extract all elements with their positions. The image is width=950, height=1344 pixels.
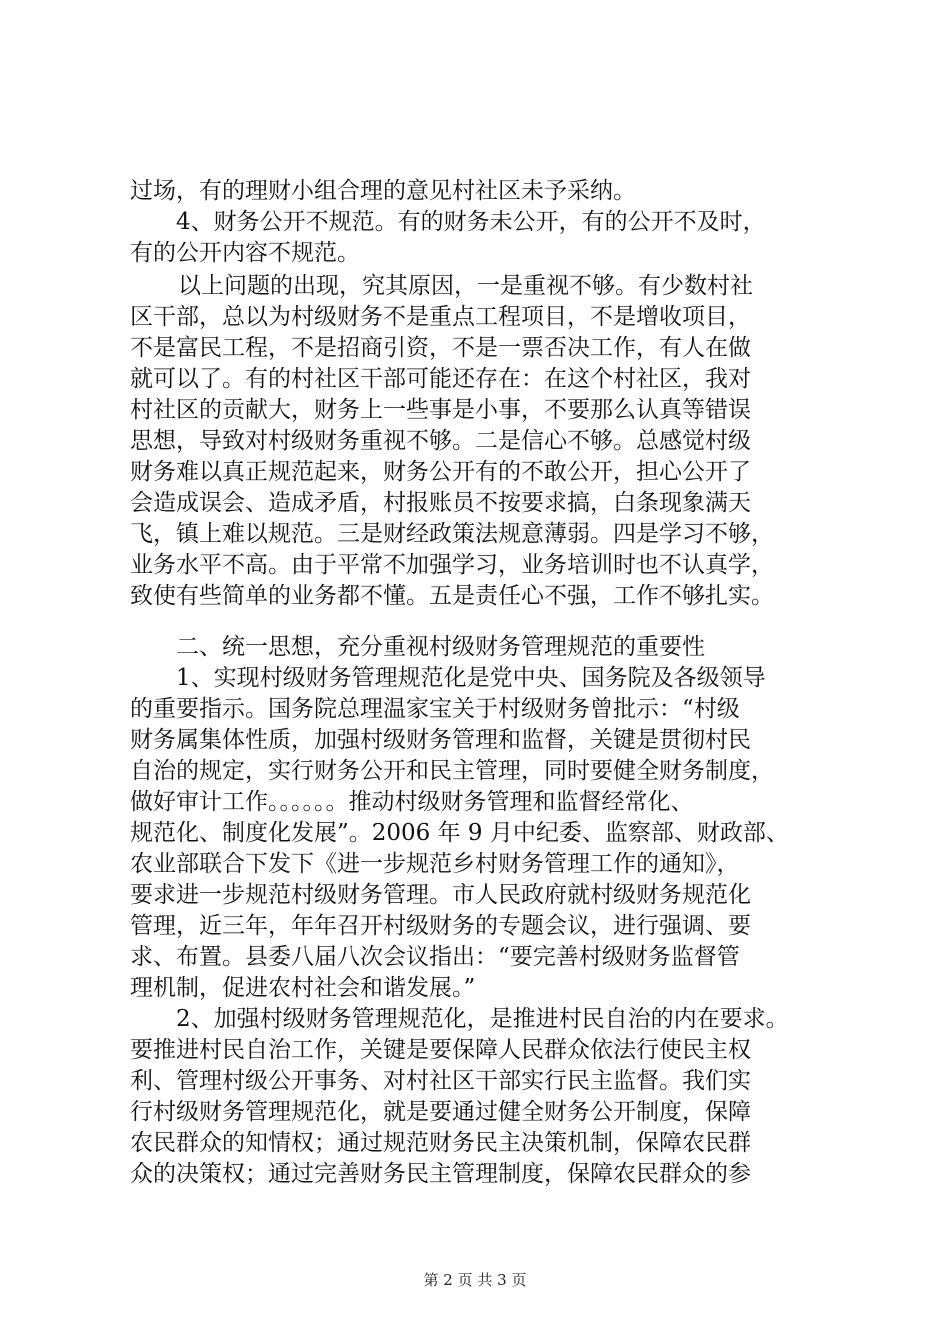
text-line: 农民群众的知情权；通过规范财务民主决策机制，保障农民群 — [130, 1130, 751, 1156]
text-line: 1、实现村级财务管理规范化是党中央、国务院及各级领导 — [176, 665, 766, 691]
text-line: 行村级财务管理规范化，就是要通过健全财务公开制度，保障 — [130, 1099, 751, 1125]
text-line: 飞，镇上难以规范。三是财经政策法规意薄弱。四是学习不够， — [130, 521, 774, 547]
page-number-footer: 第 2 页 共 3 页 — [423, 1271, 527, 1289]
text-line: 农业部联合下发下《进一步规范乡村财务管理工作的通知》， — [130, 851, 740, 877]
text-line: 财务难以真正规范起来，财务公开有的不敢公开，担心公开了 — [130, 459, 751, 485]
text-line: 过场，有的理财小组合理的意见村社区未予采纳。 — [130, 178, 636, 204]
text-line: 业务水平不高。由于平常不加强学习，业务培训时也不认真学， — [130, 552, 774, 578]
text-line: 众的决策权；通过完善财务民主管理制度，保障农民群众的参 — [130, 1161, 751, 1187]
section-heading: 二、统一思想，充分重视村级财务管理规范的重要性 — [176, 634, 705, 660]
text-line: 求、布置。县委八届八次会议指出：“要完善村级财务监督管 — [130, 944, 740, 970]
text-line: 思想，导致对村级财务重视不够。二是信心不够。总感觉村级 — [130, 428, 751, 454]
text-line: 4、财务公开不规范。有的财务未公开，有的公开不及时， — [176, 209, 766, 235]
text-line: 要求进一步规范村级财务管理。市人民政府就村级财务规范化 — [130, 882, 751, 908]
text-line: 理机制，促进农村社会和谐发展。” — [130, 975, 476, 1001]
text-line: 做好审计工作。。。。。。推动村级财务管理和监督经常化、 — [130, 789, 694, 815]
text-line: 村社区的贡献大，财务上一些事是小事，不要那么认真等错误 — [130, 397, 751, 423]
text-line: 致使有些简单的业务都不懂。五是责任心不强，工作不够扎实。 — [130, 583, 774, 609]
text-line: 2、加强村级财务管理规范化，是推进村民自治的内在要求。 — [176, 1006, 789, 1032]
text-line: 不是富民工程，不是招商引资，不是一票否决工作，有人在做 — [130, 335, 751, 361]
text-line: 的重要指示。国务院总理温家宝关于村级财务曾批示：“村级 — [130, 696, 740, 722]
text-line: 利、管理村级公开事务、对村社区干部实行民主监督。我们实 — [130, 1068, 751, 1094]
text-line: 就可以了。有的村社区干部可能还存在：在这个村社区，我对 — [130, 366, 751, 392]
text-line: 财务属集体性质，加强村级财务管理和监督，关键是贯彻村民 — [130, 727, 751, 753]
text-line: 有的公开内容不规范。 — [130, 240, 360, 266]
text-line: 规范化、制度化发展”。2006 年 9 月中纪委、监察部、财政部、 — [130, 820, 789, 846]
text-line: 自治的规定，实行财务公开和民主管理，同时要健全财务制度， — [130, 758, 774, 784]
text-line: 管理，近三年，年年召开村级财务的专题会议，进行强调、要 — [130, 913, 751, 939]
text-line: 会造成误会、造成矛盾，村报账员不按要求搞，白条现象满天 — [130, 490, 751, 516]
text-line: 以上问题的出现，究其原因，一是重视不够。有少数村社 — [178, 273, 753, 299]
text-line: 要推进村民自治工作，关键是要保障人民群众依法行使民主权 — [130, 1037, 751, 1063]
text-line: 区干部，总以为村级财务不是重点工程项目，不是增收项目， — [130, 304, 751, 330]
